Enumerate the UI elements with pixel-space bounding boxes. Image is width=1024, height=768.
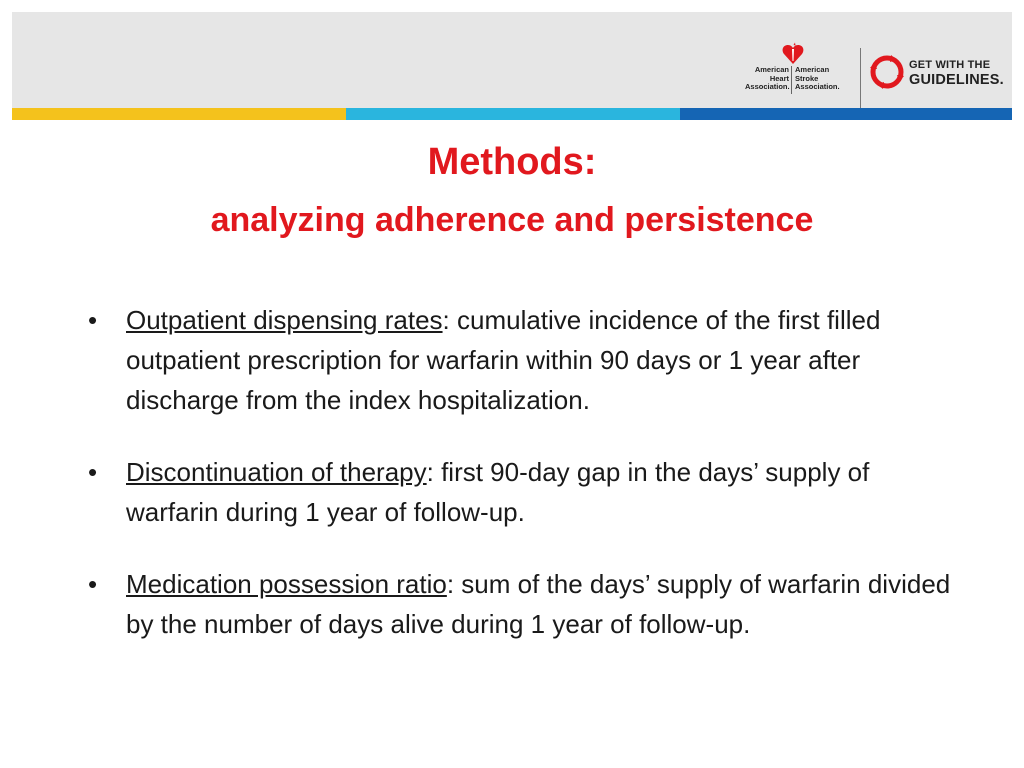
bullet-item bbox=[80, 452, 955, 532]
bullet-text: : first 90-day gap in the days’ supply of warfarin during 1 year of follow-up. bbox=[126, 457, 870, 527]
slide-title: Methods: bbox=[427, 141, 597, 183]
accent-stripe-yellow bbox=[12, 108, 346, 120]
logo-divider bbox=[860, 48, 861, 108]
bullet-item bbox=[80, 300, 955, 420]
bullet-list bbox=[80, 300, 955, 676]
bullet-text: : sum of the days’ supply of warfarin divided by the number of days alive during 1 year of follow-up. bbox=[126, 569, 951, 639]
aha-separator bbox=[791, 66, 792, 94]
gwtg-wordmark: GET WITH THE GUIDELINES. bbox=[909, 59, 1004, 88]
slide-subtitle: analyzing adherence and persistence bbox=[210, 201, 814, 239]
bullet-term: Discontinuation of therapy bbox=[126, 457, 427, 487]
bullet-term: Outpatient dispensing rates bbox=[126, 305, 443, 335]
bullet-marker: • bbox=[88, 305, 98, 335]
header-band bbox=[12, 12, 1012, 108]
accent-stripe-cyan bbox=[346, 108, 680, 120]
bullet-marker: • bbox=[88, 457, 98, 487]
gwtg-arrows-icon bbox=[869, 54, 905, 90]
aha-wordmark: American Heart Association. bbox=[745, 65, 790, 91]
heart-torch-icon bbox=[781, 42, 805, 66]
bullet-text: : cumulative incidence of the first filled outpatient prescription for warfarin within 90 days or 1 year after discharge from the index hospitalization. bbox=[126, 305, 881, 415]
logo-group bbox=[745, 42, 1010, 112]
bullet-item bbox=[80, 564, 955, 644]
accent-stripe-blue bbox=[680, 108, 1012, 120]
bullet-term: Medication possession ratio bbox=[126, 569, 447, 599]
bullet-marker: • bbox=[88, 569, 98, 599]
asa-wordmark: American Stroke Association. bbox=[795, 65, 840, 91]
